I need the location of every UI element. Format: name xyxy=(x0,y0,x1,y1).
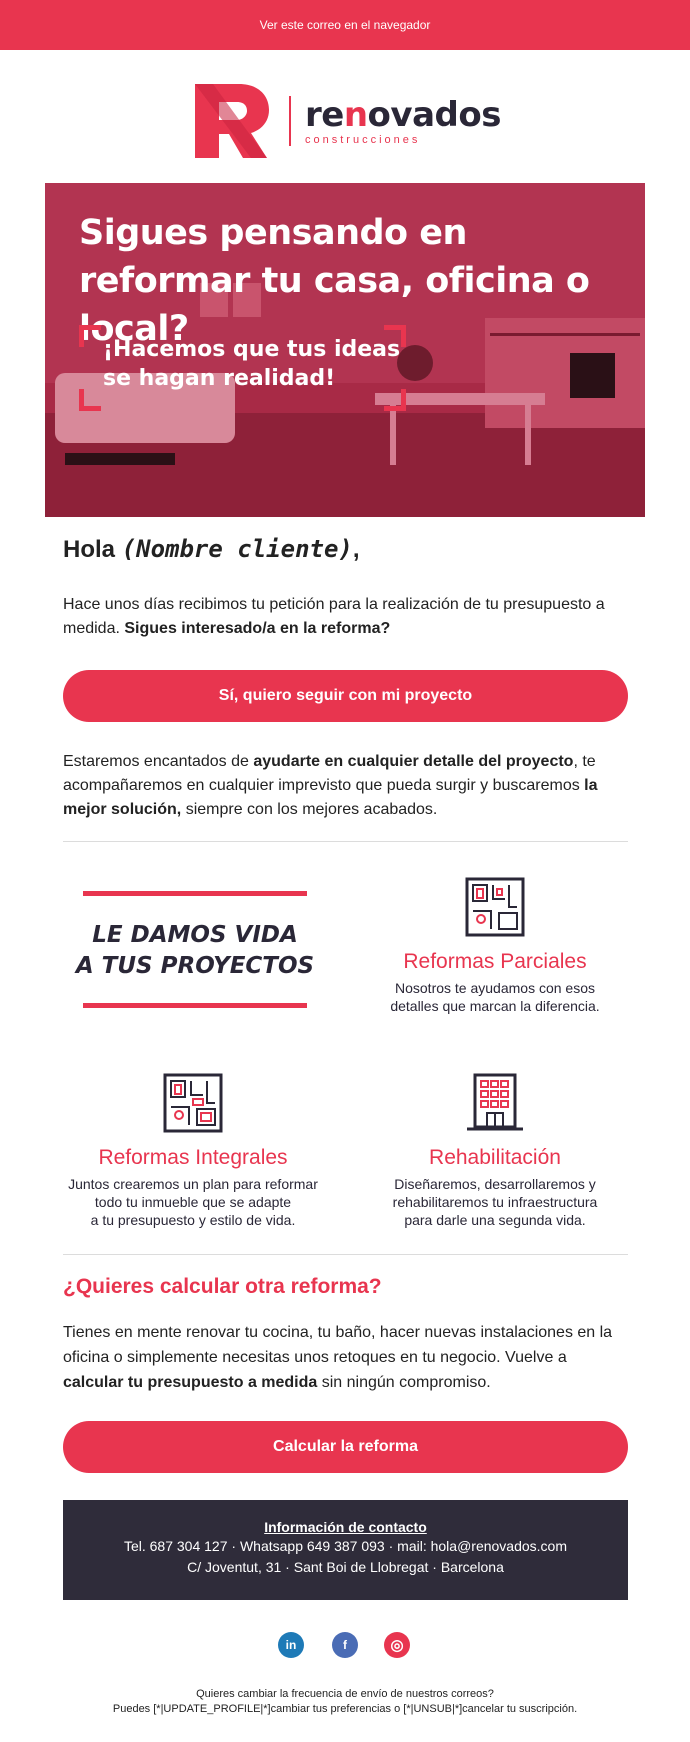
calculate-reform-button[interactable]: Calcular la reforma xyxy=(63,1421,628,1473)
body-paragraph: Estaremos encantados de ayudarte en cualquier detalle del proyecto, te acompañaremos en cualquier imprevisto que pueda surgir y buscaremos la mejor solución, siempre con los mejores acabados. xyxy=(63,753,598,818)
logo-r-icon xyxy=(193,82,271,160)
hero-banner[interactable] xyxy=(45,183,645,517)
logo-wordmark: renovados xyxy=(305,94,501,135)
feature-reformas-integrales xyxy=(63,1073,323,1229)
feature-title: Rehabilitación xyxy=(429,1146,561,1169)
feature-description: Nosotros te ayudamos con esos detalles que marcan la diferencia. xyxy=(390,980,600,1014)
instagram-icon[interactable]: ◎ xyxy=(384,1632,410,1658)
divider xyxy=(63,841,628,842)
facebook-icon[interactable]: f xyxy=(332,1632,358,1658)
intro-paragraph: Hace unos días recibimos tu petición para la realización de tu presupuesto a medida. Sigues interesado/a en la reforma? xyxy=(63,596,605,637)
feature-description: Juntos crearemos un plan para reformar todo tu inmueble que se adapte a tu presupuesto y estilo de vida. xyxy=(68,1176,318,1228)
brand-logo[interactable] xyxy=(193,80,503,162)
slogan-line-bottom xyxy=(83,1003,307,1008)
divider xyxy=(63,1254,628,1255)
logo-subtitle: construcciones xyxy=(305,133,421,146)
contact-title[interactable]: Información de contacto xyxy=(264,1519,427,1535)
hero-title: Sigues pensando en reformar tu casa, oficina o local? xyxy=(79,213,590,349)
feature-title: Reformas Integrales xyxy=(98,1146,288,1169)
linkedin-icon[interactable]: in xyxy=(278,1632,304,1658)
view-in-browser-link[interactable]: Ver este correo en el navegador xyxy=(259,18,431,32)
top-banner xyxy=(0,0,690,50)
contact-address: C/ Joventut, 31 · Sant Boi de Llobregat · Barcelona xyxy=(187,1559,504,1575)
logo-separator xyxy=(289,96,291,146)
greeting: Hola (Nombre cliente), xyxy=(63,535,360,563)
calc-paragraph: Tienes en mente renovar tu cocina, tu baño, hacer nuevas instalaciones en la oficina o simplemente necesitas unos retoques en tu negocio. Vuelve a calcular tu presupuesto a medida sin ningún compromiso. xyxy=(63,1324,613,1391)
feature-description: Diseñaremos, desarrollaremos y rehabilitaremos tu infraestructura para darle una segunda vida. xyxy=(392,1176,598,1228)
calc-heading: ¿Quieres calcular otra reforma? xyxy=(63,1275,382,1298)
building-icon xyxy=(465,1073,525,1133)
bracket-top-left xyxy=(79,325,101,347)
customer-name-placeholder: (Nombre cliente) xyxy=(121,535,353,563)
slogan-line-top xyxy=(83,891,307,896)
footer-preferences-text[interactable]: Puedes [*|UPDATE_PROFILE|*]cambiar tus preferencias o [*|UNSUB|*]cancelar tu suscripción. xyxy=(112,1703,578,1715)
footer-frequency-text: Quieres cambiar la frecuencia de envío de nuestros correos? xyxy=(196,1688,494,1700)
contact-details: Tel. 687 304 127 · Whatsapp 649 387 093 · mail: hola@renovados.com xyxy=(123,1538,568,1554)
contact-box xyxy=(63,1500,628,1600)
continue-project-button[interactable]: Sí, quiero seguir con mi proyecto xyxy=(63,670,628,722)
slogan: LE DAMOS VIDA A TUS PROYECTOS xyxy=(75,922,315,979)
floorplan-icon xyxy=(465,877,525,937)
bracket-bottom-left xyxy=(79,389,101,411)
floorplan-icon xyxy=(163,1073,223,1133)
feature-reformas-parciales xyxy=(365,877,625,1015)
feature-rehabilitacion xyxy=(365,1073,625,1229)
hero-subtitle: ¡Hacemos que tus ideas se hagan realidad! xyxy=(103,337,401,391)
feature-title: Reformas Parciales xyxy=(403,950,587,973)
